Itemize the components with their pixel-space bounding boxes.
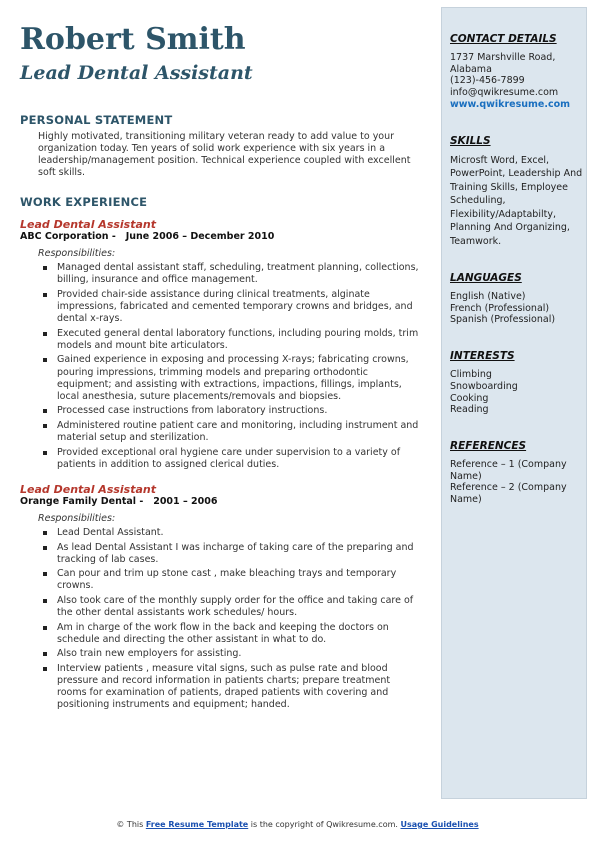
list-item: Provided exceptional oral hygiene care under supervision to a variety of patients in addition to assigned clerical duties.: [57, 447, 420, 471]
job-title: Lead Dental Assistant: [20, 218, 156, 231]
reference-item: Reference – 2 (Company Name): [450, 482, 567, 506]
sidebar: [441, 7, 587, 799]
section-heading-interests: INTERESTS: [450, 350, 515, 363]
languages-section: [450, 272, 584, 326]
list-item: Managed dental assistant staff, scheduling, treatment planning, collections, billing, insurance and office management.: [57, 262, 419, 286]
language-item: English (Native): [450, 291, 526, 303]
footer-prefix: © This: [116, 820, 146, 829]
section-heading-references: REFERENCES: [450, 439, 527, 452]
personal-statement-text: Highly motivated, transitioning military veteran ready to add value to your organization today. Ten years of solid work experience with six years in a leadership/management position. Technical experience coupled with excellent soft skills.: [38, 131, 411, 178]
interest-item: Reading: [450, 404, 489, 416]
list-item: Am in charge of the work flow in the back and keeping the doctors on schedule and directing the other assistant in what to do.: [57, 622, 420, 646]
list-item: Also took care of the monthly supply order for the office and taking care of the other dental assistants work schedules/ hours.: [57, 595, 420, 619]
work-experience-section: [20, 195, 420, 712]
list-item: As lead Dental Assistant I was incharge of taking care of the preparing and tracking of lab cases.: [57, 542, 420, 566]
list-item: Lead Dental Assistant.: [57, 527, 420, 539]
email-address[interactable]: info@qwikresume.com: [450, 87, 559, 99]
candidate-title: Lead Dental Assistant: [20, 62, 253, 84]
sidebar-content: [450, 33, 584, 530]
job-company-dates: Orange Family Dental - 2001 – 2006: [20, 496, 218, 508]
responsibilities-list: [57, 262, 420, 471]
skills-text: Microsft Word, Excel, PowerPoint, Leadership And Training Skills, Employee Scheduling, Flexibility/Adaptabilty, Planning And Organizing, Teamwork.: [450, 154, 583, 247]
list-item: Gained experience in exposing and processing X-rays; fabricating crowns, pouring impressions, trimming models and preparing orthodontic equipment; and assisting with extractions, impactions, fillings, implants, local anesthesia, suture placements/removals and biopsies.: [57, 354, 420, 403]
section-heading-work-experience: WORK EXPERIENCE: [20, 195, 148, 209]
personal-statement-section: [20, 113, 420, 179]
usage-guidelines-link[interactable]: Usage Guidelines: [400, 820, 479, 829]
interest-item: Cooking: [450, 392, 489, 404]
list-item: Also train new employers for assisting.: [57, 648, 420, 660]
job-entry: [20, 483, 420, 712]
list-item: Interview patients , measure vital signs, such as pulse rate and blood pressure and record information in patients charts; prepare treatment rooms for examination of patients, draped patients with covering and positioning instruments and equipment; handed.: [57, 663, 420, 712]
main-column: [20, 22, 420, 714]
address-line: 1737 Marshville Road,: [450, 52, 556, 63]
reference-item: Reference – 1 (Company Name): [450, 458, 567, 482]
responsibilities-list: [57, 527, 420, 712]
section-heading-languages: LANGUAGES: [450, 272, 522, 285]
references-section: [450, 440, 584, 506]
list-item: Executed general dental laboratory functions, including pouring molds, trim models and mount bite articulators.: [57, 327, 419, 351]
skills-section: [450, 135, 584, 249]
job-title: Lead Dental Assistant: [20, 483, 156, 497]
section-heading-skills: SKILLS: [450, 134, 491, 147]
list-item: Processed case instructions from laboratory instructions.: [57, 405, 420, 417]
phone-number: (123)-456-7899: [450, 75, 525, 87]
candidate-name: Robert Smith: [20, 22, 246, 57]
footer-copyright-text: is the copyright of Qwikresume.com.: [248, 820, 401, 829]
section-heading-personal-statement: PERSONAL STATEMENT: [20, 113, 173, 127]
website-link[interactable]: www.qwikresume.com: [450, 98, 571, 110]
section-heading-contact-details: CONTACT DETAILS: [450, 33, 557, 45]
language-item: French (Professional): [450, 302, 550, 314]
interest-item: Climbing: [450, 369, 492, 381]
interest-item: Snowboarding: [450, 380, 518, 392]
responsibilities-label: Responsibilities:: [38, 248, 116, 259]
list-item: Provided chair-side assistance during clinical treatments, alginate impressions, fabricated and cemented temporary crowns and bridges, and dental x-rays.: [57, 289, 420, 326]
job-company-dates: ABC Corporation - June 2006 – December 2010: [20, 231, 275, 242]
list-item: Administered routine patient care and monitoring, including instrument and material setup and sterilization.: [57, 419, 419, 444]
language-item: Spanish (Professional): [450, 314, 556, 326]
interests-section: [450, 350, 584, 416]
job-entry: [20, 218, 420, 471]
free-resume-template-link[interactable]: Free Resume Template: [145, 820, 249, 829]
responsibilities-label: Responsibilities:: [38, 513, 116, 525]
list-item: Can pour and trim up stone cast , make bleaching trays and temporary crowns.: [57, 568, 420, 592]
footer: [0, 820, 595, 829]
contact-details-section: [450, 33, 584, 111]
address-line: Alabama: [450, 63, 492, 75]
